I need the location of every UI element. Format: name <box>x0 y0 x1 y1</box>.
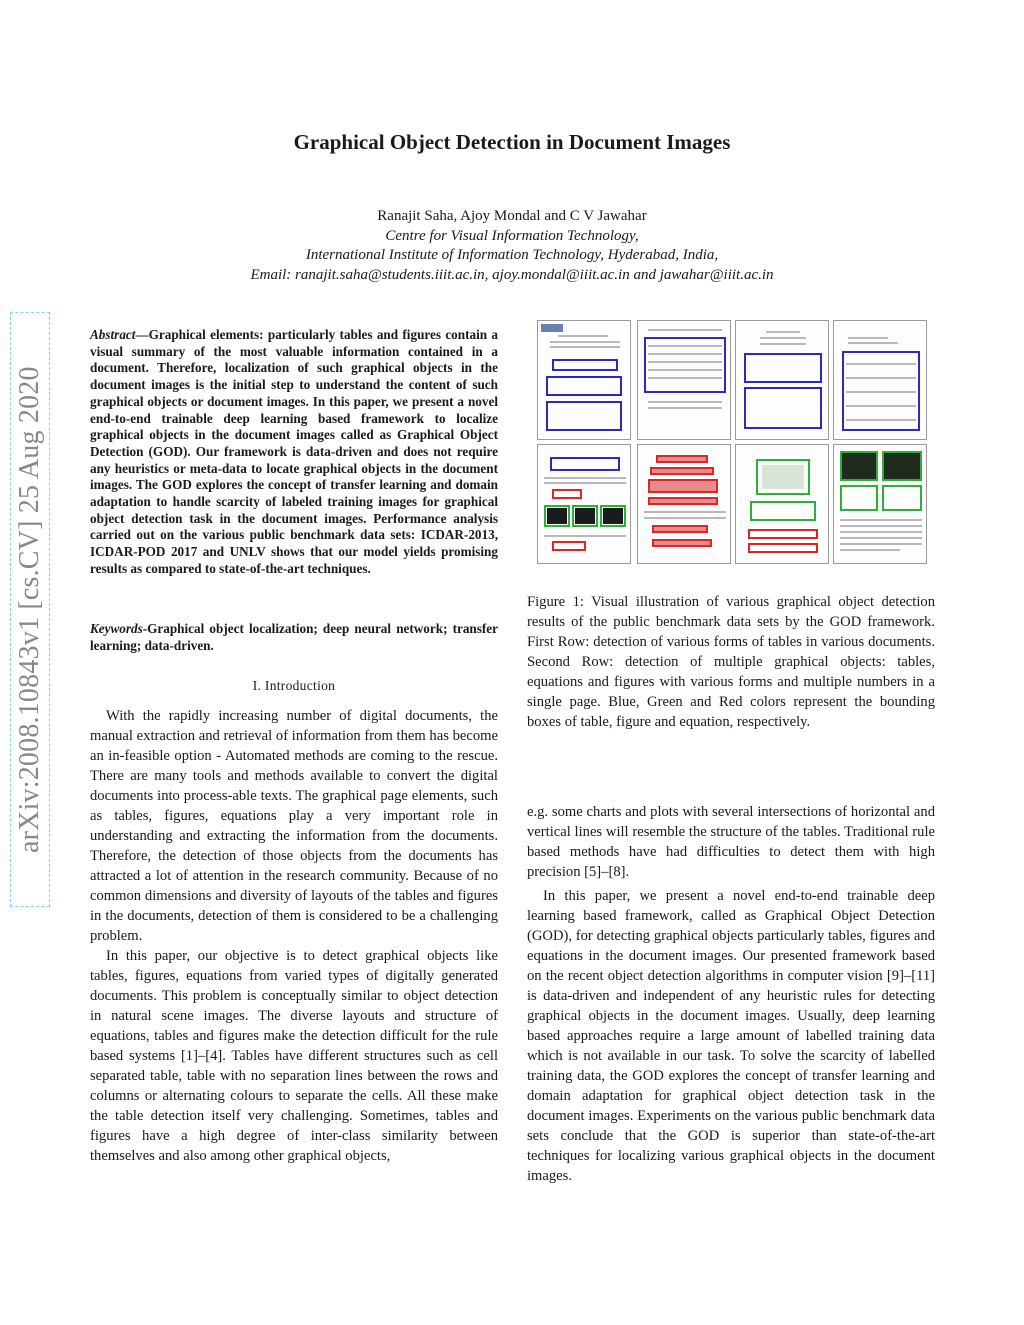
figure-1 <box>527 318 935 586</box>
arxiv-stamp <box>10 312 50 907</box>
figure-thumbnail <box>735 320 829 440</box>
figure-thumbnail <box>833 444 927 564</box>
author-emails: Email: ranajit.saha@students.iiit.ac.in, ajoy.mondal@iiit.ac.in and jawahar@iiit.ac.in <box>250 266 774 283</box>
keywords-lead: Keywords <box>90 621 143 636</box>
author-block <box>0 207 1024 285</box>
figure-thumbnail <box>637 444 731 564</box>
paper-title: Graphical Object Detection in Document Images <box>293 130 731 154</box>
right-paragraph-1: e.g. some charts and plots with several intersections of horizontal and vertical lines will resemble the structure of the tables. Traditional rule based methods have had difficulties to detect them with high precision [5]–[8]. <box>527 804 935 880</box>
abstract-text: —Graphical elements: particularly tables and figures contain a visual summary of the most valuable information contained in a document. Therefore, localization of such graphical objects in the document images is the initial step to understand the content of such graphical objects or document images. In this paper, we present a novel end-to-end trainable deep learning based framework to localize graphical objects in the document images called as Graphical Object Detection (GOD). Our framework is data-driven and does not require any heuristics or meta-data to locate graphical objects in the document images. The GOD explores the concept of transfer learning and domain adaptation to handle scarcity of labeled training images for graphical object detection task in the document images. Performance analysis carried out on the various public benchmark data sets: ICDAR-2013, ICDAR-POD 2017 and UNLV shows that our model yields promising results as compared to state-of-the-art techniques. <box>90 327 498 576</box>
abstract-lead: Abstract <box>90 327 136 342</box>
keywords <box>90 621 498 654</box>
affiliation-line-1: Centre for Visual Information Technology, <box>385 227 639 244</box>
intro-paragraph-1: With the rapidly increasing number of digital documents, the manual extraction and retrieval of information from them has become an in-feasible option - Automated methods are coming to the rescue. There are many tools and methods available to convert the digital documents into process-able texts. The graphical page elements, such as tables, figures, equations play a very important role in understanding and extracting the information from the documents. Therefore, the detection of those objects from the documents has attracted a lot of attention in the research community. Because of no common dimensions and diversity of layouts of the tables and figures in the documents, detection of them is considered to be a challenging problem. <box>90 708 498 944</box>
figure-1-caption <box>527 592 935 732</box>
figure-1-caption-text: Figure 1: Visual illustration of various graphical object detection results of the public benchmark data sets by the GOD framework. First Row: detection of various forms of tables in various documents. Second Row: detection of multiple graphical objects: tables, equations and figures with various forms and multiple numbers in a single page. Blue, Green and Red colors represent the bounding boxes of table, figure and equation, respectively. <box>527 594 935 730</box>
figure-thumbnail <box>537 444 631 564</box>
keywords-text: -Graphical object localization; deep neural network; transfer learning; data-driven. <box>90 621 498 653</box>
author-names: Ranajit Saha, Ajoy Mondal and C V Jawahar <box>377 208 647 224</box>
figure-thumbnail <box>537 320 631 440</box>
right-paragraph-2: In this paper, we present a novel end-to-end trainable deep learning based framework, called as Graphical Object Detection (GOD), for detecting graphical objects particularly tables, figures and equations in the document images. Our presented framework based on the recent object detection algorithms in computer vision [9]–[11] is data-driven and independent of any heuristic rules for detecting graphical objects in the document images. Usually, deep learning based approaches require a large amount of labelled training data which is not available in our task. To solve the scarcity of labelled training data, the GOD explores the concept of transfer learning and domain adaptation for graphical object detection task in the document images. Experiments on the various public benchmark data sets conclude that the GOD is superior than state-of-the-art techniques for localizing various graphical objects in the document images. <box>527 888 935 1184</box>
introduction-body <box>90 706 498 1166</box>
right-column-body <box>527 802 935 1186</box>
figure-thumbnail <box>637 320 731 440</box>
section-heading: I. Introduction <box>252 678 336 693</box>
arxiv-stamp-text: arXiv:2008.10843v1 [cs.CV] 25 Aug 2020 <box>14 366 45 853</box>
affiliation-line-2: International Institute of Information Technology, Hyderabad, India, <box>305 247 719 263</box>
figure-thumbnail <box>735 444 829 564</box>
abstract <box>90 327 498 578</box>
figure-thumbnail <box>833 320 927 440</box>
intro-paragraph-2: In this paper, our objective is to detect graphical objects like tables, figures, equations from varied types of digitally generated documents. This problem is conceptually similar to object detection in natural scene images. The diverse layouts and structure of equations, tables and figures make the detection difficult for the rule based systems [1]–[4]. Tables have different structures such as cell separated table, table with no separation lines between the rows and columns or alternating colours to separate the cells. All these make the table detection itself very challenging. Sometimes, tables and figures have a high degree of inter-class similarity between themselves and also among other graphical objects, <box>90 948 498 1164</box>
